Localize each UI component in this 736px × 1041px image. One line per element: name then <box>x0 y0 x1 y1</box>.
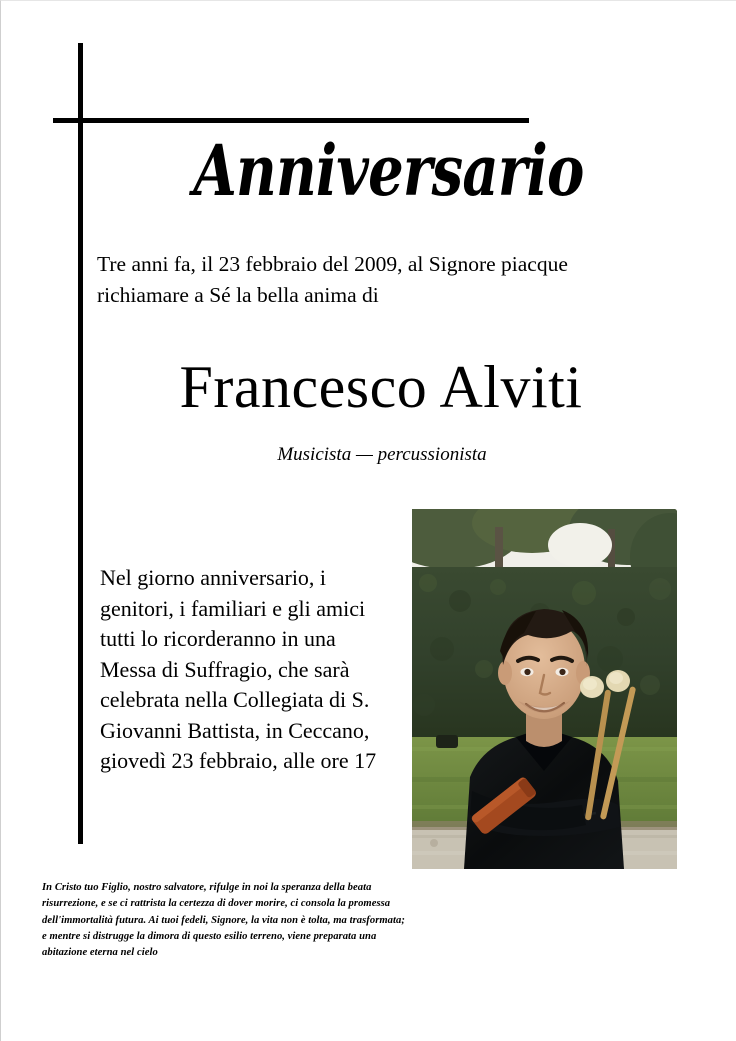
deceased-role: Musicista — percussionista <box>277 444 487 465</box>
cross-vertical-rule <box>78 43 83 844</box>
photograph-illustration <box>412 509 677 869</box>
deceased-photograph <box>412 509 677 869</box>
page-title: Anniversario <box>193 129 584 212</box>
cross-horizontal-rule <box>53 118 529 123</box>
intro-paragraph: Tre anni fa, il 23 febbraio del 2009, al Signore piacque richiamare a Sé la bella anima di <box>97 252 568 307</box>
memorial-body-paragraph: Nel giorno anniversario, i genitori, i familiari e gli amici tutti lo ricorderanno in una Messa di Suffragio, che sarà celebrata nella Collegiata di S. Giovanni Battista, in Ceccano, giovedì 23 febbraio, alle ore 17 <box>100 565 377 773</box>
deceased-name: Francesco Alviti <box>179 354 583 420</box>
prayer-text: In Cristo tuo Figlio, nostro salvatore, rifulge in noi la speranza della beata risurrezione, e se ci rattrista la certezza di dover morire, ci consola la promessa dell'immortalità futura. Ai tuoi fedeli, Signore, la vita non è tolta, ma trasformata; e mentre si distrugge la dimora di questo esilio terreno, viene preparata una abitazione eterna nel cielo <box>42 882 405 959</box>
